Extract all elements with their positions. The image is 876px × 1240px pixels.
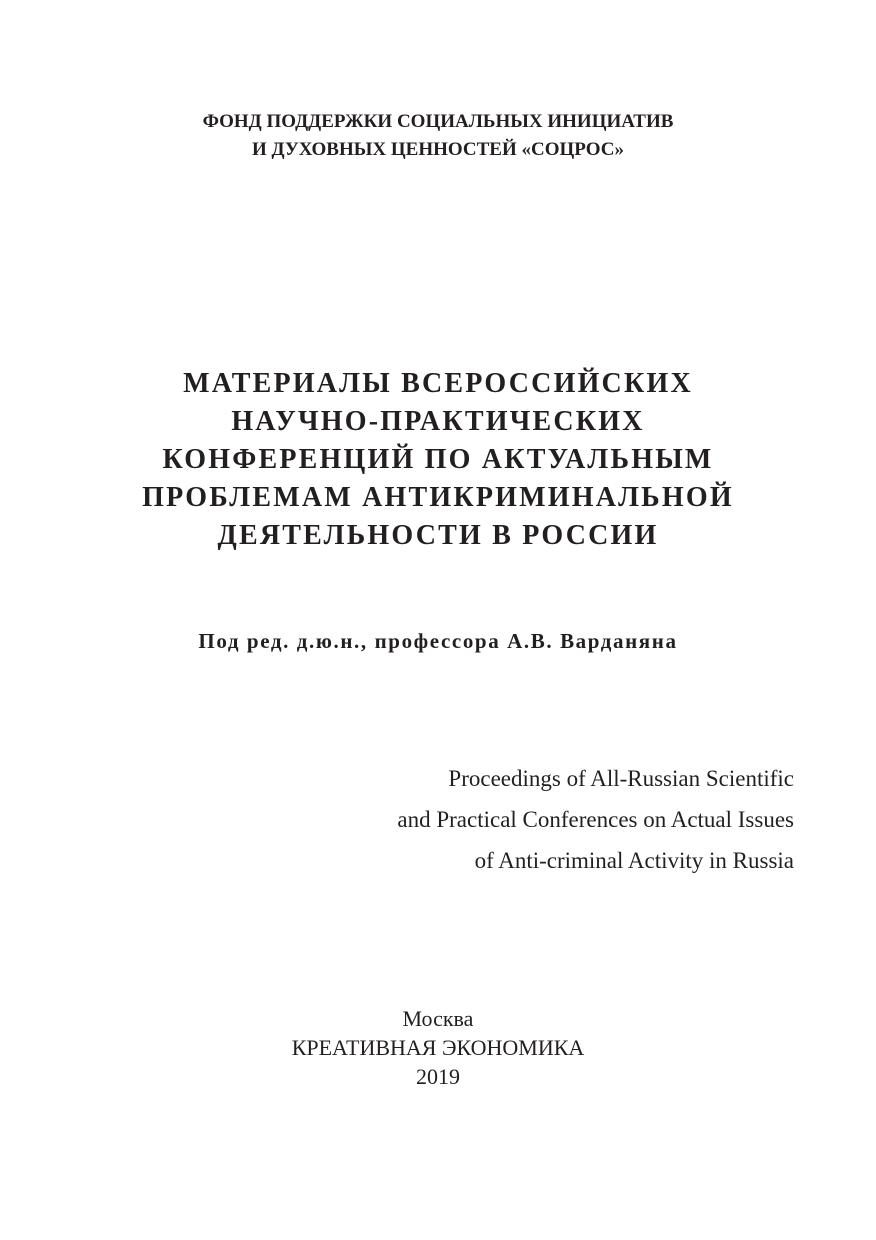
english-title-line-3: of Anti-criminal Activity in Russia bbox=[474, 848, 794, 873]
book-title bbox=[0, 365, 876, 555]
publisher-org-line-2: И ДУХОВНЫХ ЦЕННОСТЕЙ «СОЦРОС» bbox=[251, 139, 624, 160]
title-line-4: ПРОБЛЕМАМ АНТИКРИМИНАЛЬНОЙ bbox=[142, 482, 734, 513]
english-title-line-1: Proceedings of All-Russian Scientific bbox=[448, 766, 794, 791]
publisher-org-line-1: ФОНД ПОДДЕРЖКИ СОЦИАЛЬНЫХ ИНИЦИАТИВ bbox=[202, 111, 674, 132]
editor-credit: Под ред. д.ю.н., профессора А.В. Варданяна bbox=[198, 629, 678, 653]
title-line-1: МАТЕРИАЛЫ ВСЕРОССИЙСКИХ bbox=[183, 368, 693, 399]
title-line-5: ДЕЯТЕЛЬНОСТИ В РОССИИ bbox=[217, 520, 659, 551]
imprint-publisher: КРЕАТИВНАЯ ЭКОНОМИКА bbox=[291, 1035, 585, 1060]
title-line-2: НАУЧНО-ПРАКТИЧЕСКИХ bbox=[231, 406, 645, 437]
title-line-3: КОНФЕРЕНЦИЙ ПО АКТУАЛЬНЫМ bbox=[162, 444, 714, 475]
imprint-city: Москва bbox=[402, 1006, 474, 1031]
publisher-organization bbox=[0, 108, 876, 164]
english-title-line-2: and Practical Conferences on Actual Issues bbox=[397, 807, 794, 832]
imprint-year: 2019 bbox=[416, 1064, 460, 1089]
imprint bbox=[0, 1004, 876, 1091]
english-title bbox=[234, 758, 794, 881]
